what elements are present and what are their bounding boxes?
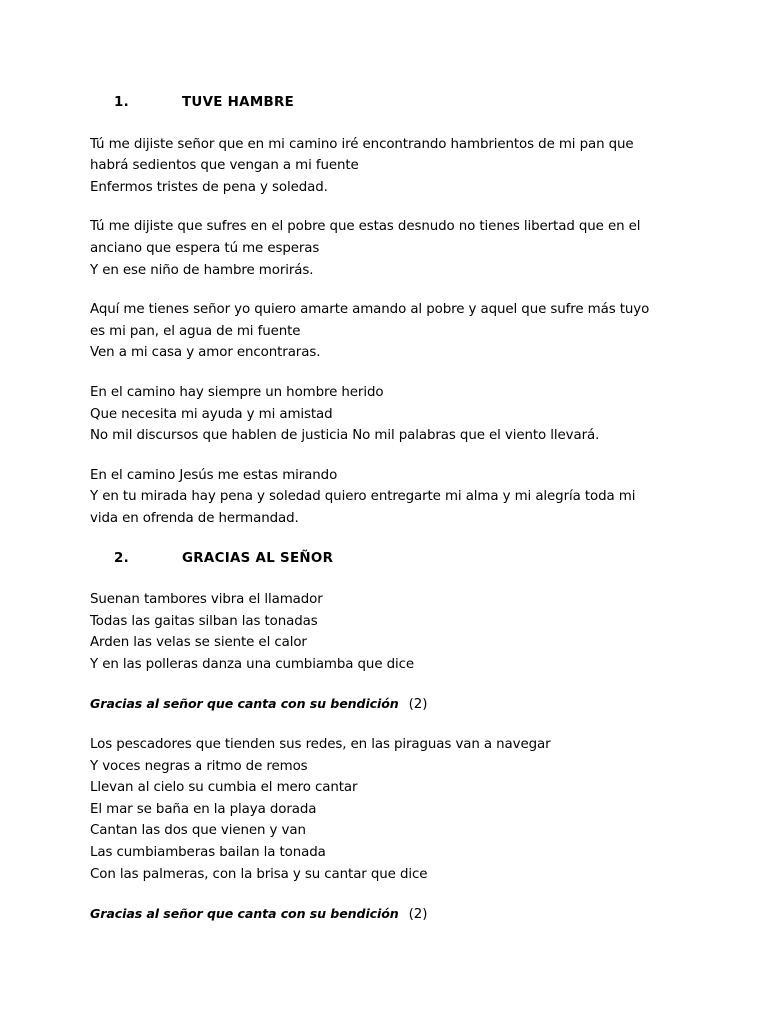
lyric-line: Y en tu mirada hay pena y soledad quiero entregarte mi alma y mi alegría toda mi — [90, 489, 636, 505]
stanza — [90, 382, 690, 447]
lyric-line: habrá sedientos que vengan a mi fuente — [90, 158, 359, 174]
document-page — [90, 92, 690, 944]
song-heading-1 — [90, 92, 690, 114]
song-number: 1. — [114, 95, 130, 110]
chorus-repeat: (2) — [408, 907, 428, 923]
song-title: GRACIAS AL SEÑOR — [182, 550, 334, 566]
song-title: TUVE HAMBRE — [182, 95, 295, 110]
lyric-line: Y en ese niño de hambre morirás. — [90, 262, 314, 278]
stanza — [90, 734, 690, 885]
lyric-line: Aquí me tienes señor yo quiero amarte amando al pobre y aquel que sufre más tuyo — [90, 302, 650, 318]
lyric-line: Y en las polleras danza una cumbiamba que dice — [90, 656, 415, 672]
chorus — [90, 693, 690, 716]
lyric-line: Tú me dijiste que sufres en el pobre que estas desnudo no tienes libertad que en el — [90, 219, 641, 235]
lyric-line: Tú me dijiste señor que en mi camino iré encontrando hambrientos de mi pan que — [90, 136, 634, 152]
song-heading-2 — [90, 548, 690, 570]
stanza — [90, 216, 690, 281]
chorus-repeat: (2) — [408, 697, 428, 713]
chorus — [90, 903, 690, 926]
lyric-line: Cantan las dos que vienen y van — [90, 823, 306, 839]
stanza — [90, 465, 690, 530]
lyric-line: Ven a mi casa y amor encontraras. — [90, 345, 321, 361]
lyric-line: Las cumbiamberas bailan la tonada — [90, 845, 326, 861]
stanza — [90, 299, 690, 364]
lyric-line: vida en ofrenda de hermandad. — [90, 510, 299, 526]
lyric-line: En el camino Jesús me estas mirando — [90, 467, 338, 483]
lyric-line: Que necesita mi ayuda y mi amistad — [90, 406, 333, 422]
lyric-line: Y voces negras a ritmo de remos — [90, 758, 308, 774]
song-number: 2. — [114, 550, 130, 566]
lyric-line: El mar se baña en la playa dorada — [90, 801, 317, 817]
lyric-line: Todas las gaitas silban las tonadas — [90, 613, 318, 629]
lyric-line: Arden las velas se siente el calor — [90, 635, 307, 651]
lyric-line: anciano que espera tú me esperas — [90, 240, 320, 256]
lyric-line: Los pescadores que tienden sus redes, en las piraguas van a navegar — [90, 737, 551, 753]
stanza — [90, 134, 690, 199]
stanza — [90, 589, 690, 675]
lyric-line: es mi pan, el agua de mi fuente — [90, 323, 301, 339]
lyric-line: Suenan tambores vibra el llamador — [90, 592, 323, 608]
lyric-line: Llevan al cielo su cumbia el mero cantar — [90, 780, 358, 796]
chorus-text: Gracias al señor que canta con su bendición — [90, 696, 399, 712]
lyric-line: Enfermos tristes de pena y soledad. — [90, 179, 328, 195]
chorus-text: Gracias al señor que canta con su bendición — [90, 906, 399, 922]
lyric-line: Con las palmeras, con la brisa y su cantar que dice — [90, 866, 428, 882]
lyric-line: En el camino hay siempre un hombre herido — [90, 384, 384, 400]
lyric-line: No mil discursos que hablen de justicia No mil palabras que el viento llevará. — [90, 428, 600, 444]
